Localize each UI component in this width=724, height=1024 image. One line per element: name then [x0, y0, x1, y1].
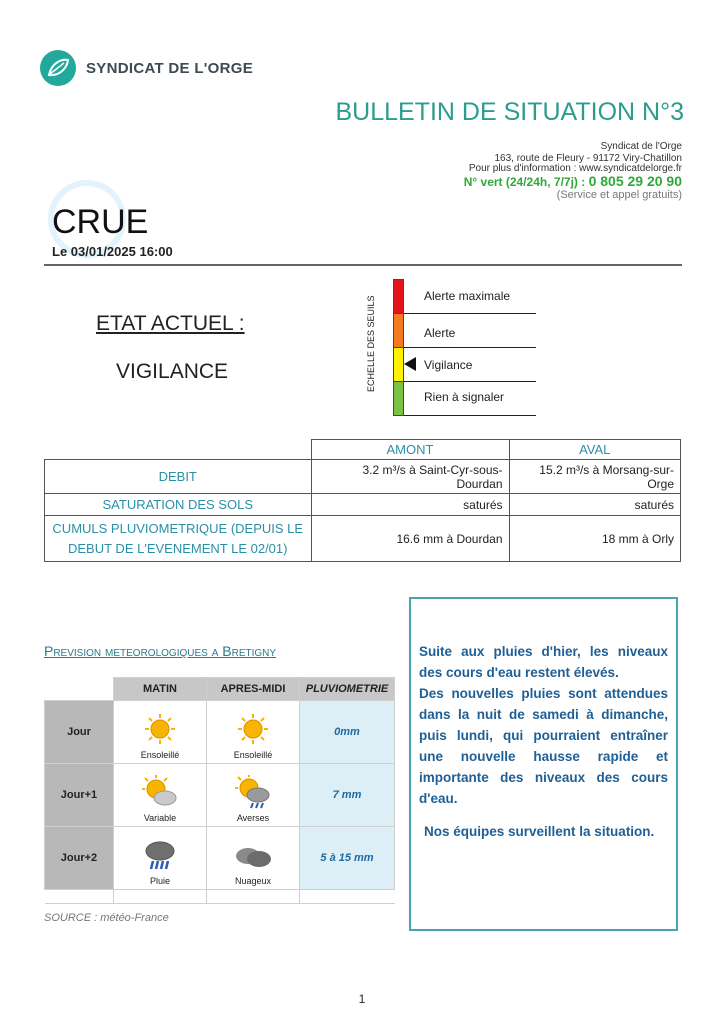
scale-level-1: Alerte maximale — [424, 289, 511, 303]
forecast-cell — [207, 827, 300, 890]
rain-amount: 0mm — [300, 701, 395, 764]
sun-cloud-icon — [141, 775, 179, 809]
source-note: SOURCE : météo-France — [44, 912, 169, 924]
weather-label: Averses — [236, 813, 270, 823]
header-apres-midi: APRES-MIDI — [207, 678, 300, 701]
forecast-cell — [114, 701, 207, 764]
col-aval: AVAL — [509, 440, 681, 460]
col-amont: AMONT — [311, 440, 509, 460]
header-matin: MATIN — [114, 678, 207, 701]
forecast-cell — [207, 764, 300, 827]
etat-label: ETAT ACTUEL : — [96, 312, 245, 335]
rain-cloud-icon — [143, 838, 177, 872]
scale-bar-orange — [393, 313, 404, 348]
cumuls-amont: 16.6 mm à Dourdan — [311, 516, 509, 562]
message-p3: Nos équipes surveillent la situation. — [424, 824, 655, 839]
scale-level-3: Vigilance — [424, 358, 473, 372]
forecast-cell — [207, 701, 300, 764]
bulletin-title: BULLETIN DE SITUATION N°3 — [335, 98, 684, 126]
weather-label: Ensoleillé — [140, 750, 180, 760]
saturation-amont: saturés — [311, 494, 509, 516]
row-label-cumuls: CUMULS PLUVIOMETRIQUE (DEPUIS LE DEBUT DE L'EVENEMENT LE 02/01) — [45, 516, 312, 562]
weather-label: Variable — [143, 813, 177, 823]
day-label: Jour+1 — [45, 764, 114, 827]
sun-icon — [236, 712, 270, 746]
etat-value: VIGILANCE — [116, 360, 229, 383]
scale-line — [404, 381, 536, 382]
message-p1: Suite aux pluies d'hier, les niveaux des cours d'eau restent élevés. — [419, 644, 668, 680]
day-label: Jour — [45, 701, 114, 764]
phone-number[interactable]: 0 805 29 20 90 — [588, 173, 682, 189]
sun-icon — [143, 712, 177, 746]
free-note: (Service et appel gratuits) — [556, 189, 682, 201]
cumuls-aval: 18 mm à Orly — [509, 516, 681, 562]
forecast-title: Prevision meteorologiques a Bretigny — [44, 643, 277, 659]
logo-leaf-icon — [40, 50, 76, 86]
debit-amont: 3.2 m³/s à Saint-Cyr-sous-Dourdan — [311, 460, 509, 494]
forecast-cell — [114, 827, 207, 890]
weather-label: Pluie — [149, 876, 170, 886]
rain-amount: 5 à 15 mm — [300, 827, 395, 890]
address-line: Syndicat de l'Orge — [600, 141, 682, 152]
message-box — [409, 597, 678, 931]
bulletin-date: Le 03/01/2025 16:00 — [52, 244, 173, 259]
current-level-arrow-icon — [404, 357, 416, 371]
scale-bar-green — [393, 381, 404, 416]
scale-line — [404, 415, 536, 416]
header-pluviometrie: PLUVIOMETRIE — [300, 678, 395, 701]
scale-bar-red — [393, 279, 404, 314]
rain-amount: 7 mm — [300, 764, 395, 827]
logo-text: SYNDICAT DE L'ORGE — [86, 60, 254, 77]
saturation-aval: saturés — [509, 494, 681, 516]
green-number-label: N° vert (24/24h, 7/7j) : — [463, 175, 589, 189]
scale-level-4: Rien à signaler — [424, 390, 505, 404]
scale-title: ECHELLE DES SEUILS — [366, 295, 376, 392]
row-label-debit: DEBIT — [45, 460, 312, 494]
divider — [44, 264, 682, 266]
debit-table — [44, 439, 681, 562]
weather-label: Nuageux — [234, 876, 272, 886]
clouds-icon — [234, 842, 272, 872]
sun-cloud-rain-icon — [234, 775, 272, 809]
debit-aval: 15.2 m³/s à Morsang-sur-Orge — [509, 460, 681, 494]
scale-line — [404, 347, 536, 348]
address-line: 163, route de Fleury - 91172 Viry-Chatillon — [494, 153, 682, 164]
crue-title: CRUE — [52, 203, 149, 241]
forecast-cell — [114, 764, 207, 827]
info-link[interactable]: Pour plus d'information : www.syndicatdelorge.fr — [468, 163, 682, 174]
page-number: 1 — [358, 992, 366, 1006]
weather-label: Ensoleillé — [233, 750, 273, 760]
scale-bar-yellow — [393, 347, 404, 382]
forecast-table — [44, 677, 395, 904]
scale-line — [404, 313, 536, 314]
green-number — [464, 173, 682, 189]
day-label: Jour+2 — [45, 827, 114, 890]
scale-level-2: Alerte — [424, 326, 456, 340]
message-p2: Des nouvelles pluies sont attendues dans la nuit de samedi à dimanche, puis lundi, qui pourraient entraîner une nouvelle hausse rapide et importante des niveaux des cours d'eau. — [419, 686, 668, 806]
row-label-saturation: SATURATION DES SOLS — [45, 494, 312, 516]
